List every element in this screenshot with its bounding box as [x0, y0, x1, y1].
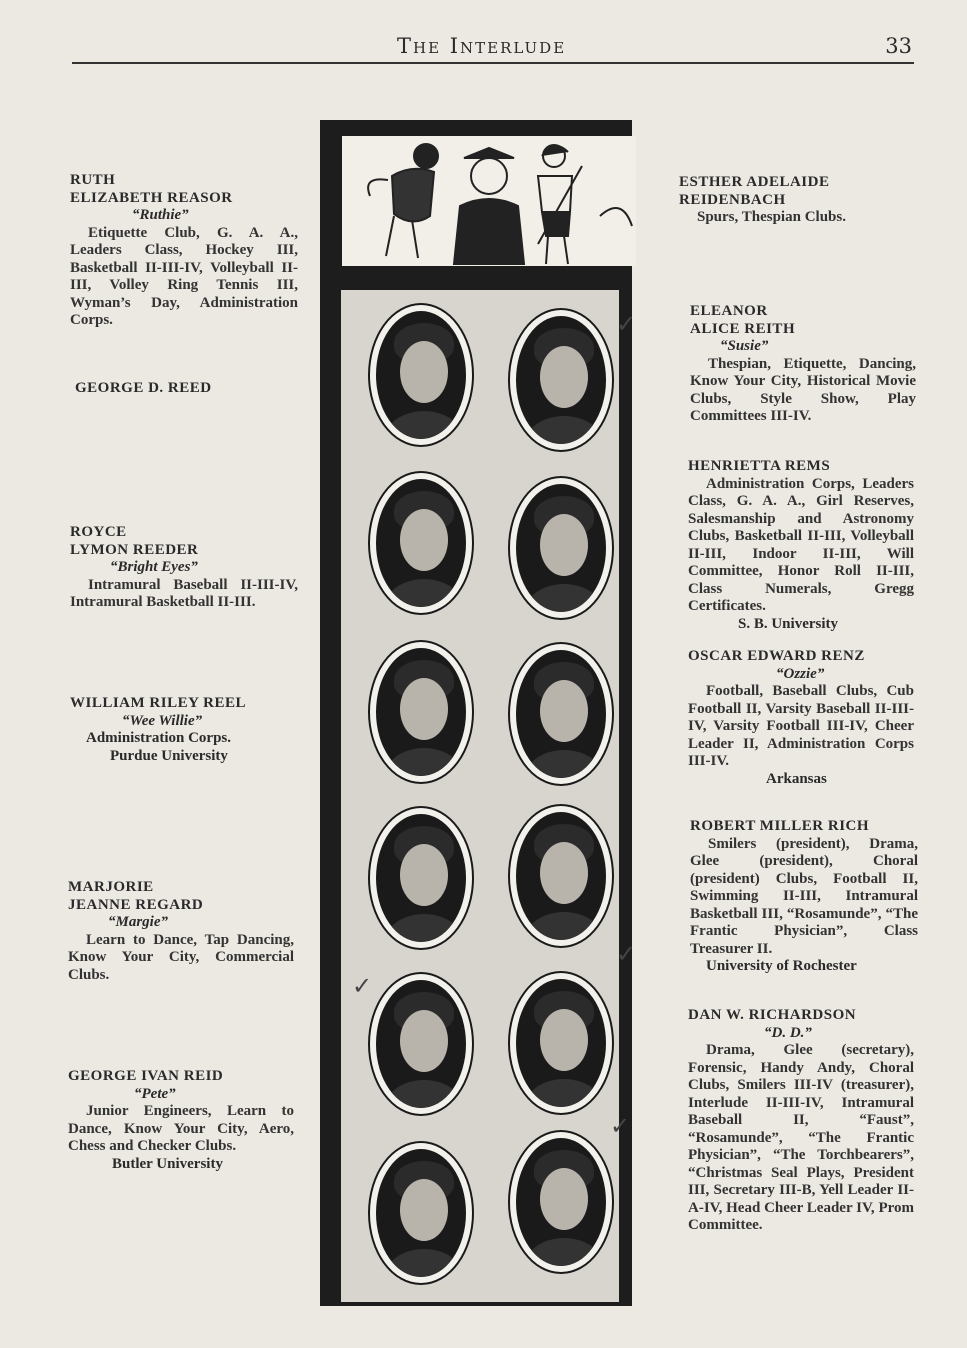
entry-william-reel [70, 695, 298, 765]
entry-henrietta-rems [688, 458, 914, 633]
portrait-royce-reeder [370, 473, 472, 613]
entry-activities: Administration Corps, Leaders Class, G. A. A., Girl Reserves, Salesmanship and Astronomy Clubs, Basketball II-III, Volleyball II-III, Indoor II-III, Will Committee, Honor Roll II-III, Class Numerals, Gregg Certificates. [688, 475, 914, 614]
portrait-william-reel [370, 642, 472, 782]
portrait-robert-rich [510, 973, 612, 1113]
entry-oscar-renz [688, 648, 914, 788]
entry-name: MARJORIE [68, 879, 154, 895]
entry-dan-richardson [688, 1007, 914, 1235]
entry-name: WILLIAM RILEY REEL [70, 695, 246, 711]
page-number: 33 [885, 34, 912, 58]
entry-activities: Etiquette Club, G. A. A., Leaders Class, Hockey III, Basketball II-III-IV, Volleyball II-III, Volley Ring Tennis III, Wyman’s Day, Administration Corps. [70, 224, 298, 328]
entry-name: ROBERT MILLER RICH [690, 818, 870, 834]
publication-title: The Interlude [397, 34, 567, 58]
entry-robert-rich [690, 818, 918, 976]
entry-activities: Intramural Baseball II-III-IV, Intramural Basketball II-III. [70, 576, 298, 610]
entry-activities: Thespian, Etiquette, Dancing, Know Your City, Historical Movie Clubs, Style Show, Play Committees III-IV. [690, 355, 916, 424]
portrait-ruth-reasor [370, 305, 472, 445]
entry-nickname: “Ruthie” [132, 207, 189, 223]
entry-nickname: “Bright Eyes” [110, 559, 198, 575]
checkmark-icon: ✓ [352, 972, 373, 1000]
entry-name: JEANNE REGARD [68, 896, 204, 913]
entry-name: REIDENBACH [679, 191, 786, 208]
portrait-bottom-left [370, 1143, 472, 1283]
entry-name: ROYCE [70, 524, 127, 540]
portrait-oscar-renz [510, 806, 612, 946]
portrait-marjorie-regard [370, 808, 472, 948]
entry-name: RUTH [70, 172, 116, 188]
portrait-george-reid [370, 974, 472, 1114]
entry-nickname: “Wee Willie” [122, 712, 203, 729]
entry-name: ELIZABETH REASOR [70, 189, 233, 206]
entry-george-reed [75, 380, 303, 398]
checkmark-icon: ✓ [616, 310, 637, 338]
entry-name: ESTHER ADELAIDE [679, 174, 830, 190]
entry-nickname: “Ozzie” [776, 665, 825, 682]
entry-name: GEORGE D. REED [75, 380, 212, 396]
portrait-dan-richardson [510, 1132, 612, 1272]
running-header [72, 30, 914, 64]
cartoon-drawing [342, 136, 636, 266]
entry-destination: Butler University [112, 1155, 223, 1172]
entry-destination: University of Rochester [706, 958, 857, 974]
entry-nickname: “D. D.” [764, 1024, 812, 1041]
entry-nickname: “Margie” [108, 914, 168, 930]
entry-ruth-reasor [70, 172, 298, 330]
entry-nickname: “Susie” [720, 338, 769, 354]
entry-george-reid [68, 1068, 294, 1173]
entry-destination: S. B. University [738, 615, 839, 632]
entry-destination: Purdue University [110, 747, 228, 764]
checkmark-icon: ✓ [616, 940, 637, 968]
entry-marjorie-regard [68, 879, 294, 984]
cartoon-illustration [342, 136, 636, 266]
entry-name: DAN W. RICHARDSON [688, 1007, 857, 1023]
entry-name: ALICE REITH [690, 320, 796, 337]
entry-activities: Administration Corps. [86, 730, 232, 746]
portrait-henrietta-rems [510, 644, 612, 784]
entry-activities: Junior Engineers, Learn to Dance, Know Your City, Aero, Chess and Checker Clubs. [68, 1103, 294, 1154]
entry-nickname: “Pete” [134, 1085, 176, 1102]
entry-activities: Smilers (president), Drama, Glee (president), Choral (president) Clubs, Football II, Swimming II-III, Intramural Basketball III, “Rosamunde”, “The Frantic Physician”, Class Treasurer II. [690, 835, 918, 957]
entry-eleanor-reith [690, 303, 916, 426]
checkmark-icon: ✓ [610, 1112, 631, 1140]
entry-activities: Football, Baseball Clubs, Cub Football II, Varsity Baseball II-III-IV, Varsity Football III-IV, Cheer Leader II, Administration Corps III-IV. [688, 683, 914, 769]
entry-name: GEORGE IVAN REID [68, 1068, 224, 1084]
entry-royce-reeder [70, 524, 298, 612]
portrait-esther-reidenbach [510, 310, 612, 450]
entry-activities: Spurs, Thespian Clubs. [697, 209, 846, 225]
entry-esther-reidenbach [679, 174, 917, 227]
entry-name: HENRIETTA REMS [688, 458, 831, 474]
entry-activities: Learn to Dance, Tap Dancing, Know Your City, Commercial Clubs. [68, 931, 294, 983]
entry-destination: Arkansas [766, 770, 827, 787]
entry-name: LYMON REEDER [70, 541, 199, 558]
entry-activities: Drama, Glee (secretary), Forensic, Handy Andy, Choral Clubs, Smilers III-IV (treasurer), Interlude II-III-IV, Intramural Baseball II, “Faust”, “Rosamunde”, “The Frantic Physician”, “The Torchbearers”, “Christmas Seal Plays, President III, Secretary III-B, Yell Leader II-A-IV, Head Cheer Leader IV, Prom Committee. [688, 1042, 914, 1233]
entry-name: OSCAR EDWARD RENZ [688, 648, 865, 664]
entry-name: ELEANOR [690, 303, 768, 319]
portrait-eleanor-reith [510, 478, 612, 618]
